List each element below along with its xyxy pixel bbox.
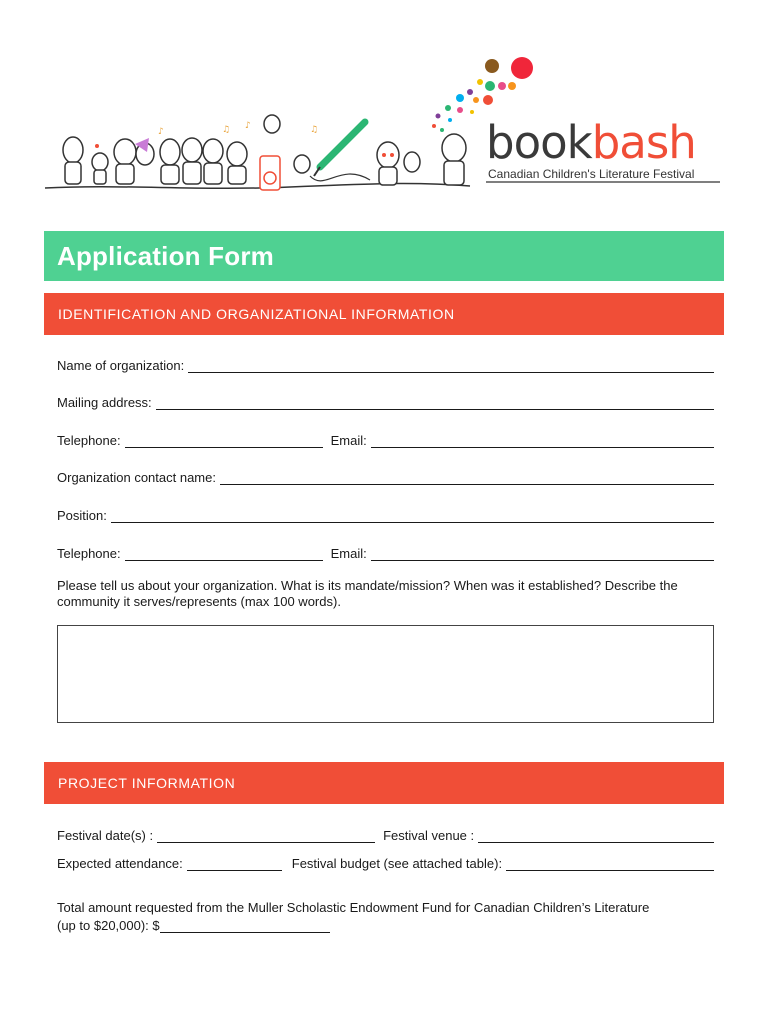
header-banner [40,52,730,202]
attendance-label: Expected attendance: [57,856,183,871]
contact-name-label: Organization contact name: [57,470,216,485]
svg-text:♫: ♫ [222,125,231,135]
total-amount-field[interactable] [160,920,330,933]
section-heading: IDENTIFICATION AND ORGANIZATIONAL INFORMATION [58,306,455,322]
section-header-project [44,762,724,804]
festival-venue-label: Festival venue : [383,828,475,843]
section-heading-project: PROJECT INFORMATION [58,775,236,791]
brand-logo [486,116,696,169]
total-amount-label: (up to $20,000): $ [57,918,160,933]
email-field-2[interactable] [371,548,714,561]
budget-field[interactable] [506,858,714,871]
attendance-field[interactable] [187,858,282,871]
cartoon-characters-illustration [63,115,466,190]
email-field[interactable] [371,435,714,448]
contact-name-field[interactable] [220,472,714,485]
festival-dates-field[interactable] [157,830,375,843]
email-label: Email: [330,433,367,448]
festival-venue-field[interactable] [478,830,714,843]
ground-line [45,183,470,188]
telephone-label-2: Telephone: [57,546,121,561]
dates-venue-row [57,825,714,843]
total-amount-line1: Total amount requested from the Muller Scholastic Endowment Fund for Canadian Children’s Literature [57,900,650,915]
mission-textarea[interactable] [57,625,714,723]
pencil-icon [310,122,370,181]
position-field[interactable] [111,510,714,523]
org-name-field[interactable] [188,360,714,373]
contact-row [57,467,714,485]
telephone-field[interactable] [125,435,323,448]
svg-text:♪: ♪ [245,121,251,131]
brand-logo-part2: bash [591,116,696,169]
telephone-label: Telephone: [57,433,121,448]
total-amount-row [57,915,330,933]
svg-text:♪: ♪ [158,127,164,137]
mission-prompt: Please tell us about your organization. What is its mandate/mission? When was it established? Describe the community it serves/represents (max 100 words). [57,578,678,609]
attendance-budget-row [57,853,714,871]
mailing-address-label: Mailing address: [57,395,152,410]
brand-logo-part1: book [486,116,592,169]
section-header-identification [44,293,724,335]
telephone-field-2[interactable] [125,548,323,561]
budget-label: Festival budget (see attached table): [291,856,503,871]
phone-email-row [57,430,714,448]
brand-tagline: Canadian Children's Literature Festival [488,167,695,181]
email-label-2: Email: [330,546,367,561]
form-title-bar [44,231,724,281]
phone-email-row-2 [57,543,714,561]
mailing-row [57,392,714,410]
festival-dates-label: Festival date(s) : [57,828,154,843]
music-notes-icon [158,121,318,137]
form-title: Application Form [57,241,274,271]
position-row [57,505,714,523]
svg-text:♫: ♫ [310,125,319,135]
org-name-row [57,355,714,373]
position-label: Position: [57,508,107,523]
mailing-address-field[interactable] [156,397,714,410]
org-name-label: Name of organization: [57,358,185,373]
